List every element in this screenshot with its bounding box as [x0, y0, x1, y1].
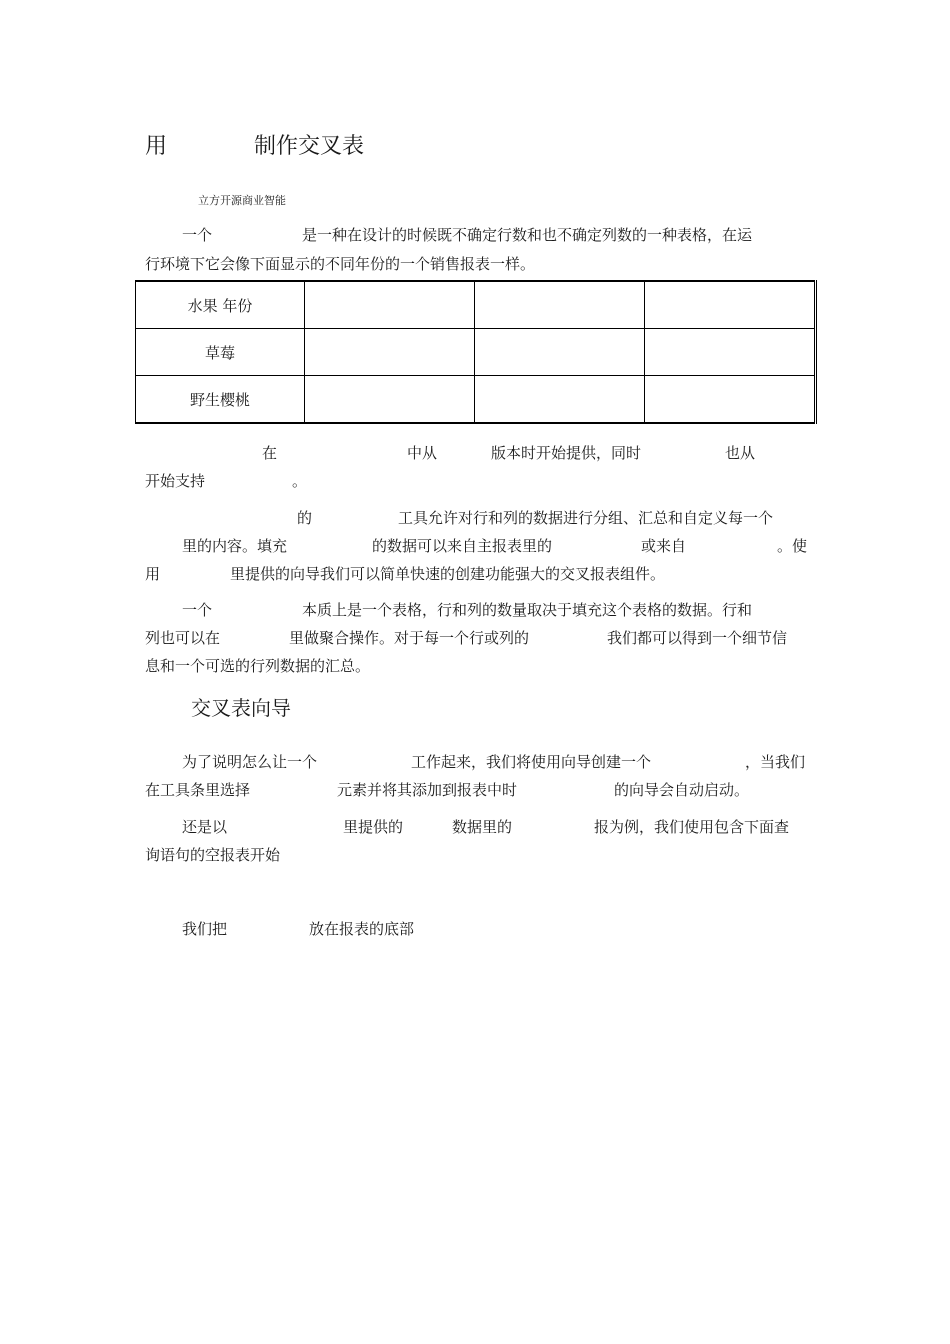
p1-line2: 行环境下它会像下面显示的不同年份的一个销售报表一样。	[145, 255, 536, 273]
p5-line1-b: 工作起来，我们将使用向导创建一个	[411, 753, 652, 771]
p4-line1-b: 本质上是一个表格，行和列的数量取决于填充这个表格的数据。行和	[302, 601, 753, 619]
table-cell: 水果 年份	[136, 281, 305, 329]
p3-line3-a: 用	[145, 565, 161, 583]
p6-line2: 询语句的空报表开始	[145, 846, 281, 864]
p2-line1-b: 中从	[407, 444, 438, 462]
p1-line1-b: 是一种在设计的时候既不确定行数和也不确定列数的一种表格，在运	[302, 226, 753, 244]
p5-line1-a: 为了说明怎么让一个	[182, 753, 318, 771]
p3-line2-a: 里的内容。填充	[182, 537, 288, 555]
p2-line2-b: 。	[292, 472, 308, 490]
p3-line2-c: 或来自	[641, 537, 687, 555]
p4-line3: 息和一个可选的行列数据的汇总。	[145, 657, 371, 675]
table-cell	[475, 329, 645, 376]
table-cell	[645, 329, 816, 376]
p7-a: 我们把	[182, 920, 228, 938]
table-cell	[475, 281, 645, 329]
table-cell	[305, 281, 475, 329]
section-heading: 交叉表向导	[191, 696, 291, 720]
p5-line2-c: 的向导会自动启动。	[614, 781, 750, 799]
p3-line2-b: 的数据可以来自主报表里的	[372, 537, 553, 555]
p1-line1-a: 一个	[182, 226, 213, 244]
title-prefix: 用	[145, 134, 168, 159]
p2-line1-c: 版本时开始提供，同时	[491, 444, 642, 462]
p4-line2-a: 列也可以在	[145, 629, 221, 647]
table-cell	[645, 281, 816, 329]
crosstab-example-table	[135, 280, 817, 424]
p3-line3-b: 里提供的向导我们可以简单快速的创建功能强大的交叉报表组件。	[230, 565, 666, 583]
table-cell	[305, 329, 475, 376]
page-title: 制作交叉表	[254, 134, 365, 159]
p2-line1-a: 在	[262, 444, 278, 462]
p5-line2-a: 在工具条里选择	[145, 781, 251, 799]
p5-line2-b: 元素并将其添加到报表中时	[337, 781, 518, 799]
p2-line1-d: 也从	[725, 444, 756, 462]
p4-line2-c: 我们都可以得到一个细节信	[607, 629, 788, 647]
p3-line2-d: 。使	[777, 537, 808, 555]
p3-line1-b: 工具允许对行和列的数据进行分组、汇总和自定义每一个	[398, 509, 774, 527]
p4-line2-b: 里做聚合操作。对于每一个行或列的	[289, 629, 530, 647]
p6-line1-d: 报为例，我们使用包含下面查	[594, 818, 790, 836]
table-cell: 草莓	[136, 329, 305, 376]
table-cell: 野生樱桃	[136, 376, 305, 424]
p3-line1-a: 的	[297, 509, 313, 527]
table-cell	[645, 376, 816, 424]
p2-line2-a: 开始支持	[145, 472, 206, 490]
table-cell	[305, 376, 475, 424]
p7-b: 放在报表的底部	[309, 920, 415, 938]
p6-line1-b: 里提供的	[343, 818, 404, 836]
table-row	[136, 329, 816, 376]
p4-line1-a: 一个	[182, 601, 213, 619]
table-row	[136, 376, 816, 424]
p6-line1-c: 数据里的	[452, 818, 513, 836]
subtitle: 立方开源商业智能	[198, 194, 286, 207]
table-row	[136, 281, 816, 329]
table-cell	[475, 376, 645, 424]
p5-line1-c: ，当我们	[745, 753, 806, 771]
p6-line1-a: 还是以	[182, 818, 228, 836]
